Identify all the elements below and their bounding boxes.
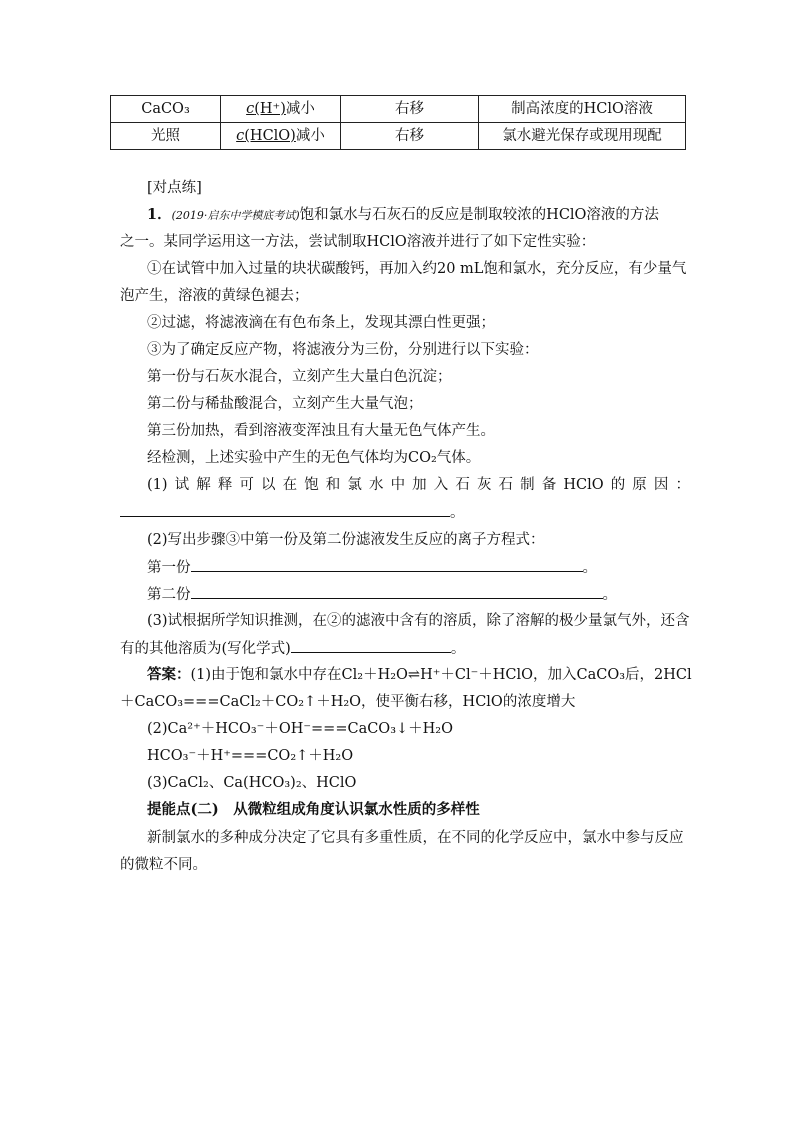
sub-question-1-char: 以	[261, 477, 276, 493]
answer-3: (3)CaCl₂、Ca(HCO₃)₂、HClO	[147, 775, 357, 791]
sub-question-1-char: 和	[325, 477, 341, 493]
sub-question-1-char: 原	[632, 477, 647, 493]
species: (HClO)	[244, 128, 296, 144]
sub-question-1-char: HClO	[563, 477, 604, 493]
answer-blank-3[interactable]	[291, 638, 451, 653]
step-1-line1: ①在试管中加入过量的块状碳酸钙，再加入约20 mL饱和氯水，充分反应，有少量气	[147, 261, 687, 277]
sub-question-3-line1: (3)试根据所学知识推测，在②的滤液中含有的溶质，除了溶解的极少量氯气外，还含	[147, 613, 690, 629]
part-1-end: 。	[582, 560, 597, 576]
answer-label: 答案：	[147, 666, 191, 683]
table-cell: CaCO₃	[111, 96, 221, 123]
sub-question-1-char: 在	[282, 477, 298, 493]
question-1-stem-line2: 之一。某同学运用这一方法，尝试制取HClO溶液并进行了如下定性实验：	[120, 234, 596, 250]
sub-question-1-char: 解	[196, 477, 211, 493]
table-cell: 右移	[341, 123, 479, 150]
section-2-title: 提能点(二) 从微粒组成角度认识氯水性质的多样性	[147, 801, 480, 818]
sub-question-1-char: 加	[412, 477, 427, 493]
table-cell	[221, 96, 341, 123]
question-1-stem-line1	[147, 205, 659, 226]
answer-blank-part-1[interactable]	[191, 557, 583, 572]
sub-question-1-char: 备	[541, 477, 557, 493]
sub-question-1-char: 饱	[304, 477, 319, 493]
sub-question-1-char: 石	[455, 477, 470, 493]
sub-question-1-char: 入	[433, 477, 449, 493]
change: 减小	[285, 101, 315, 117]
sub-question-1-char: 释	[217, 477, 233, 493]
sub-question-1-char: 的	[610, 477, 626, 493]
concentration-symbol: c	[236, 128, 245, 144]
sub-question-1-char: 制	[520, 477, 535, 493]
blank-1-end: 。	[450, 505, 465, 521]
table-row	[111, 123, 686, 150]
part-1-equation-line	[147, 557, 597, 578]
equilibrium-shift-table	[110, 95, 686, 150]
answer-blank-part-2[interactable]	[191, 584, 603, 599]
part-1: 第一份与石灰水混合，立刻产生大量白色沉淀；	[147, 369, 452, 385]
table-row	[111, 96, 686, 123]
species: (H⁺)	[254, 101, 286, 117]
sub-question-1-char: 中	[390, 477, 406, 493]
answer-2-line1: (2)Ca²⁺＋HCO₃⁻＋OH⁻===CaCO₃↓＋H₂O	[147, 721, 454, 737]
question-number: 1．	[147, 206, 172, 223]
step-2: ②过滤，将滤液滴在有色布条上，发现其漂白性更强；	[147, 315, 495, 331]
concentration-symbol: c	[246, 101, 255, 117]
concentration-term	[236, 128, 296, 144]
sub-question-3-text: 有的其他溶质为(写化学式)	[120, 641, 291, 657]
step-1-line2: 泡产生，溶液的黄绿色褪去；	[120, 288, 309, 304]
table-cell: 制高浓度的HClO溶液	[479, 96, 686, 123]
answer-blank-1[interactable]	[120, 502, 450, 517]
section-label: [对点练]	[147, 180, 202, 196]
sub-question-1-number: (1)	[147, 477, 168, 493]
table-cell: 光照	[111, 123, 221, 150]
part-2-end: 。	[602, 587, 617, 603]
part-3: 第三份加热，看到溶液变浑浊且有大量无色气体产生。	[147, 423, 495, 439]
sub-question-1-char: 石	[498, 477, 514, 493]
step-3: ③为了确定反应产物，将滤液分为三份，分别进行以下实验：	[147, 342, 539, 358]
sub-question-1-char: 因	[653, 477, 669, 493]
sub-question-3-line2	[120, 638, 465, 659]
blank-3-end: 。	[450, 641, 466, 657]
sub-question-1-char: 灰	[476, 477, 492, 493]
table-cell	[221, 123, 341, 150]
answer-1-text-1: (1)由于饱和氯水中存在Cl₂＋H₂O⇌H⁺＋Cl⁻＋HClO，加入CaCO₃后，2HCl	[190, 667, 692, 683]
sub-question-1	[147, 475, 690, 495]
section-2-para-line2: 的微粒不同。	[120, 857, 207, 873]
concentration-term	[246, 101, 286, 117]
sub-question-2: (2)写出步骤③中第一份及第二份滤液发生反应的离子方程式：	[147, 532, 545, 548]
answer-blank-1-line	[120, 502, 465, 523]
stem-text: 饱和氯水与石灰石的反应是制取较浓的HClO溶液的方法	[299, 207, 659, 223]
question-source: (2019·启东中学模底考试)	[171, 209, 300, 222]
sub-question-1-char: 水	[368, 477, 384, 493]
table-cell: 右移	[341, 96, 479, 123]
section-2-para-line1: 新制氯水的多种成分决定了它具有多重性质，在不同的化学反应中，氯水中参与反应	[147, 830, 684, 846]
answer-2-line2: HCO₃⁻＋H⁺===CO₂↑＋H₂O	[147, 748, 354, 764]
part-2-equation-line	[147, 584, 617, 605]
part-2-label: 第二份	[147, 587, 191, 603]
sub-question-1-char: 可	[239, 477, 254, 493]
change: 减小	[295, 128, 325, 144]
sub-question-1-char: 试	[174, 477, 190, 493]
detection-note: 经检测，上述实验中产生的无色气体均为CO₂气体。	[147, 450, 481, 466]
sub-question-1-char: 氯	[347, 477, 362, 493]
sub-question-1-char: ：	[675, 477, 690, 493]
answer-1-line2: ＋CaCO₃===CaCl₂＋CO₂↑＋H₂O，使平衡右移，HClO的浓度增大	[120, 694, 576, 710]
part-2: 第二份与稀盐酸混合，立刻产生大量气泡；	[147, 396, 423, 412]
part-1-label: 第一份	[147, 560, 191, 576]
answer-1-line1	[147, 665, 692, 685]
table-cell: 氯水避光保存或现用现配	[479, 123, 686, 150]
